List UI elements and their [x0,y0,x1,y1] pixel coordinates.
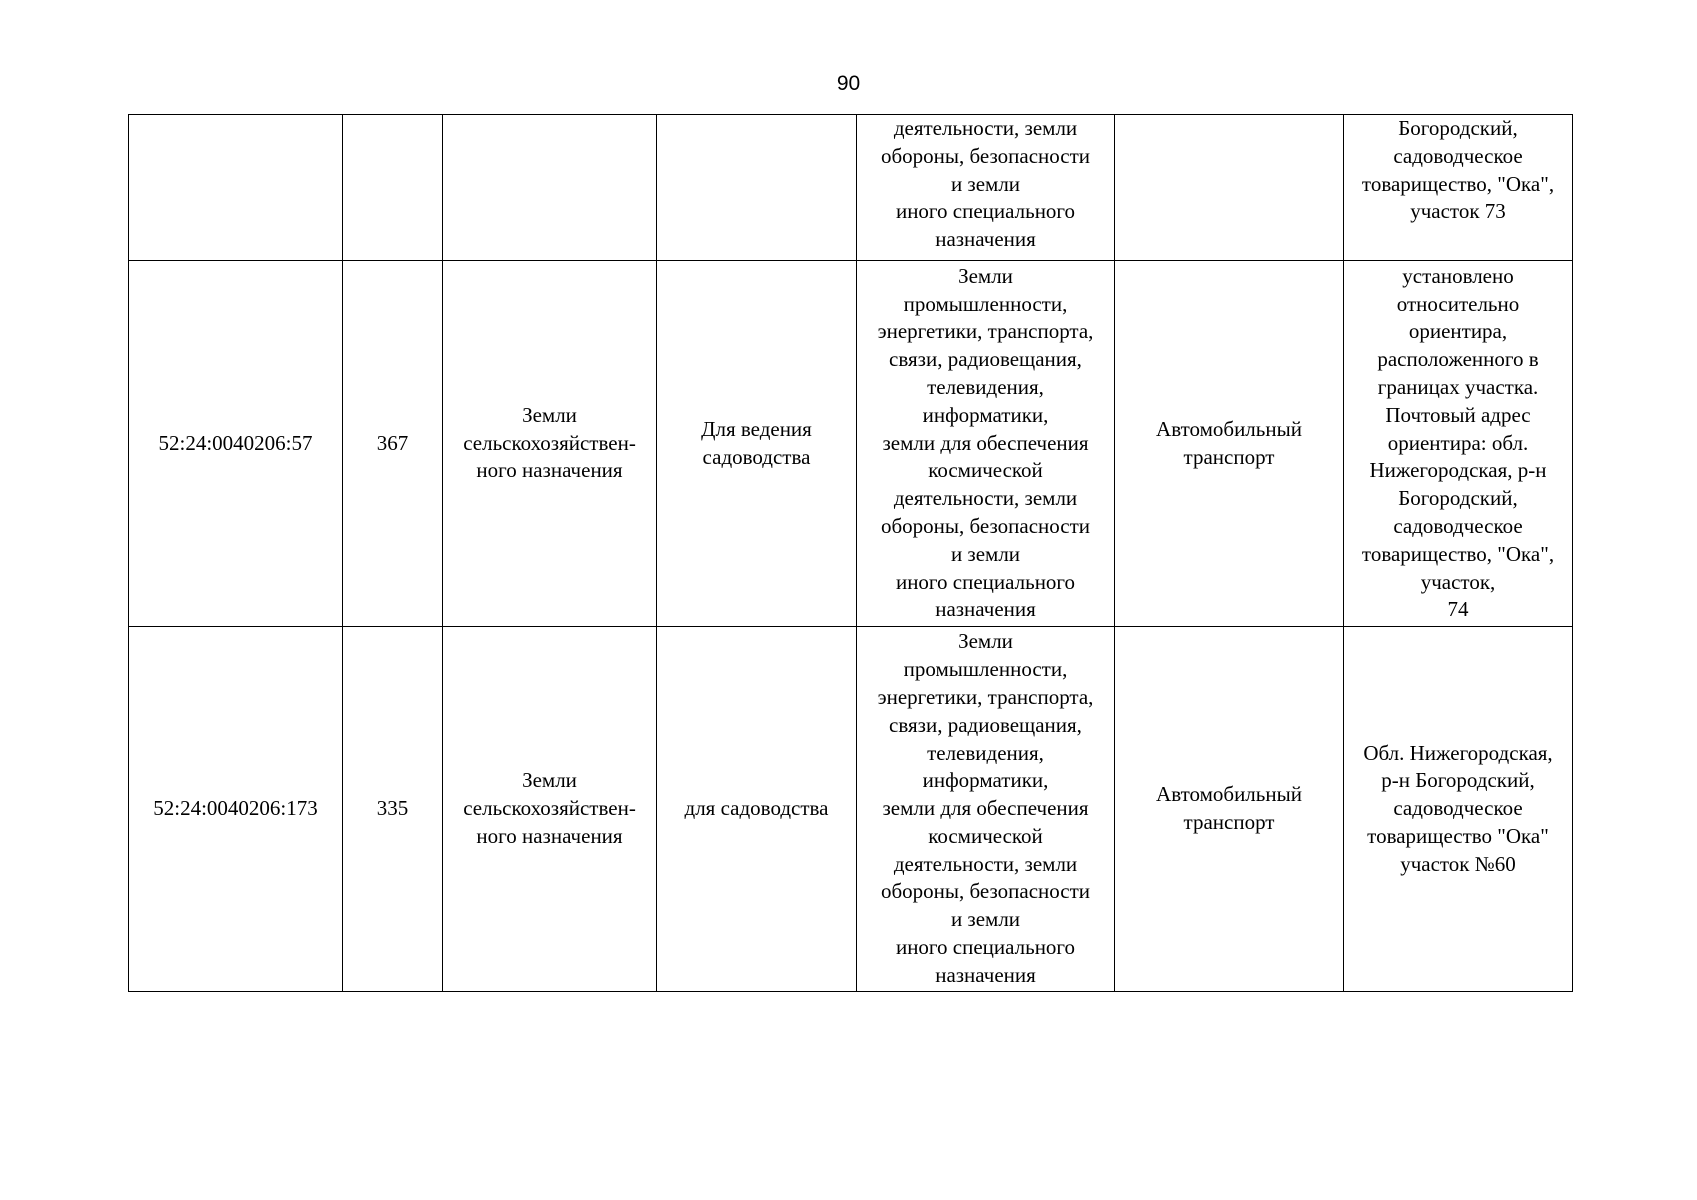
text-line: и земли [950,907,1021,932]
text-line: Для ведения [701,416,812,441]
permitted-use-cell [657,627,857,992]
text-line: деятельности, земли [893,851,1078,876]
text-line: транспорт [1183,444,1275,469]
text-line: ориентира, [1408,319,1508,344]
text-line: Земли [522,768,577,793]
special-category-cell [857,261,1115,627]
text-line: расположенного в [1377,347,1539,372]
land-category-cell [443,261,657,627]
text-line: назначения [935,227,1036,252]
text-line: р-н Богородский, [1381,768,1535,793]
text-line: товарищество, "Ока", [1361,541,1555,566]
text-line: Земли [958,629,1013,654]
transport-cell [1115,261,1344,627]
text-line: связи, радиовещания, [889,347,1082,372]
text-line: ного назначения [476,458,623,483]
text-line: информатики, [922,402,1049,427]
text-line: иного специального [895,199,1076,224]
text-line: транспорт [1183,810,1275,834]
text-line: границах участка. [1377,375,1539,399]
area-cell: 367 [343,261,443,627]
text-line: сельскохозяйствен- [463,796,636,821]
text-line: садоводства [702,444,811,469]
text-line: Богородский, [1398,486,1518,511]
text-line: Нижегородская, р-н [1369,458,1547,483]
text-line: участок 73 [1410,199,1506,224]
text-line: товарищество, "Ока", [1361,171,1555,196]
text-line: информатики, [922,768,1049,793]
text-line: и земли [950,541,1021,566]
address-cell [1344,261,1573,627]
text-line: 74 [1447,597,1469,622]
text-line: Автомобильный [1156,416,1302,441]
text-line: и земли [950,171,1021,196]
text-line: земли для обеспечения [882,796,1089,821]
table-row [129,115,1573,261]
transport-cell [1115,627,1344,992]
text-line: назначения [935,597,1036,622]
text-line: относительно [1396,291,1520,316]
land-category-cell [443,627,657,992]
area-cell: 335 [343,627,443,992]
text-line: участок, [1420,569,1496,594]
text-line: космической [928,823,1043,848]
text-line: энергетики, транспорта, [877,319,1094,344]
text-line: деятельности, земли [893,486,1078,511]
text-line: установлено [1402,263,1514,288]
area-cell [343,115,443,261]
cadastral-number-cell: 52:24:0040206:57 [129,261,343,627]
special-category-cell [857,627,1115,992]
text-line: обороны, безопасности [880,513,1091,538]
text-line: земли для обеспечения [882,430,1089,455]
text-line: деятельности, земли [893,116,1078,140]
text-line: Богородский, [1398,116,1518,140]
text-line: ного назначения [476,823,623,848]
text-line: участок №60 [1400,851,1516,876]
table-row [129,627,1573,992]
text-line: товарищество "Ока" [1367,823,1549,848]
text-line: садоводческое [1393,796,1523,821]
table-row [129,261,1573,627]
text-line: Автомобильный [1156,782,1302,807]
special-category-cell [857,115,1115,261]
text-line: обороны, безопасности [880,143,1091,168]
text-line: ориентира: обл. [1387,430,1529,455]
land-category-cell [443,115,657,261]
address-cell [1344,627,1573,992]
text-line: промышленности, [903,291,1068,316]
address-cell [1344,115,1573,261]
land-plots-table [128,114,1573,992]
permitted-use-cell [657,115,857,261]
text-line: сельскохозяйствен- [463,430,636,455]
text-line: иного специального [895,935,1076,960]
text-line: Обл. Нижегородская, [1363,740,1553,765]
permitted-use-cell [657,261,857,627]
text-line: иного специального [895,569,1076,594]
text-line: Почтовый адрес [1385,402,1531,427]
cadastral-number-cell [129,115,343,261]
text-line: садоводческое [1393,143,1523,168]
text-line: Земли [958,263,1013,288]
text-line: телевидения, [927,740,1044,765]
text-line: телевидения, [927,375,1044,399]
text-line: связи, радиовещания, [889,712,1082,737]
text-line: садоводческое [1393,513,1523,538]
cadastral-number-cell: 52:24:0040206:173 [129,627,343,992]
text-line: назначения [935,962,1036,987]
text-line: промышленности, [903,657,1068,682]
transport-cell [1115,115,1344,261]
text-line: Земли [522,402,577,427]
text-line: для садоводства [684,796,829,821]
page-number: 90 [836,72,861,95]
text-line: обороны, безопасности [880,879,1091,904]
text-line: энергетики, транспорта, [877,684,1094,709]
text-line: космической [928,458,1043,483]
